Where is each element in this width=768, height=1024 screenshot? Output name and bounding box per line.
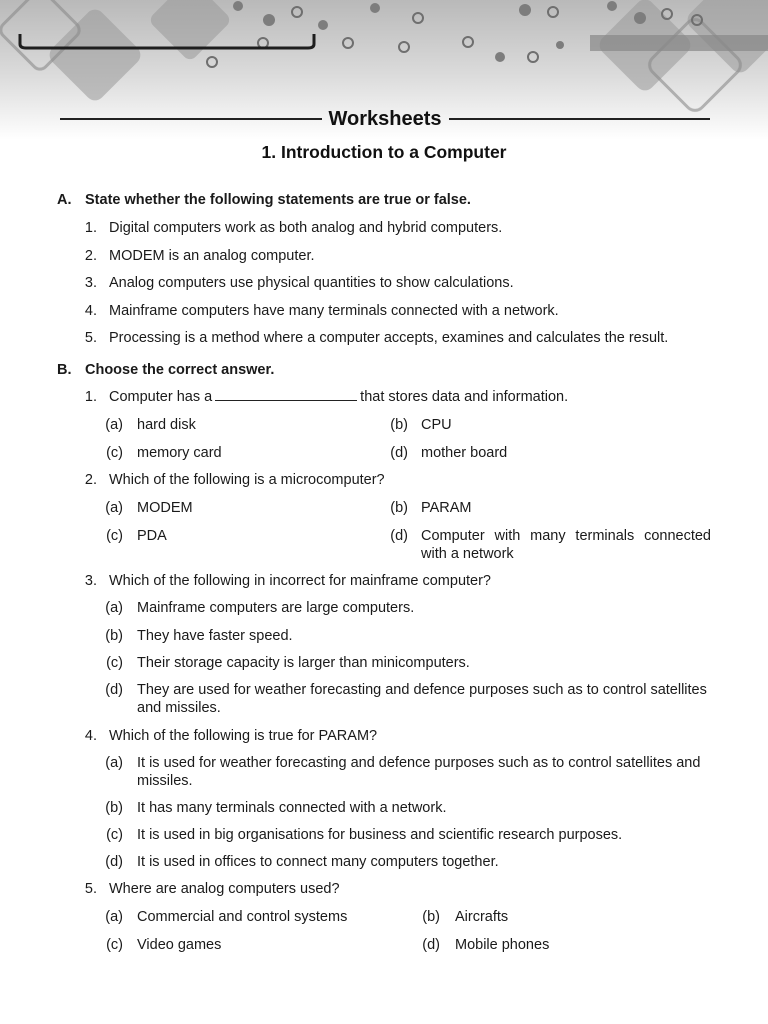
worksheets-title-row xyxy=(60,104,710,134)
fill-blank xyxy=(215,388,357,401)
option-label: (a) xyxy=(105,755,123,771)
b-question-number: 4. xyxy=(84,728,97,744)
b-question-number: 1. xyxy=(84,389,97,405)
option-label: (a) xyxy=(105,909,123,925)
a-item-text: Mainframe computers have many terminals connected with a network. xyxy=(109,303,559,319)
option-label: (a) xyxy=(105,500,123,516)
option-label: (c) xyxy=(106,827,123,843)
option-text: It is used in big organisations for business and scientific research purposes. xyxy=(137,827,623,843)
a-item-number: 4. xyxy=(84,303,97,319)
option-label: (b) xyxy=(105,800,123,816)
b-question-number: 3. xyxy=(84,573,97,589)
a-item-number: 2. xyxy=(84,248,97,264)
option-text: PARAM xyxy=(421,500,472,516)
b-question-number: 5. xyxy=(84,881,97,897)
title-rule-right xyxy=(449,118,711,120)
a-item-number: 1. xyxy=(84,220,97,236)
option-text: CPU xyxy=(421,417,452,433)
option-label: (c) xyxy=(106,937,123,953)
option-text: Commercial and control systems xyxy=(137,909,348,925)
option-label: (d) xyxy=(390,445,408,461)
chapter-heading: 1. Introduction to a Computer xyxy=(261,142,507,162)
b-question-number: 2. xyxy=(84,472,97,488)
option-text: mother board xyxy=(421,445,508,461)
b-question-text: Which of the following is true for PARAM? xyxy=(109,728,378,744)
a-item-number: 5. xyxy=(84,330,97,346)
option-label: (b) xyxy=(390,500,408,516)
a-item-text: Digital computers work as both analog and hybrid computers. xyxy=(109,220,503,236)
b-question-text: Which of the following in incorrect for mainframe computer? xyxy=(109,573,491,589)
option-text: Computer with many terminals connected with a network xyxy=(421,528,711,562)
option-label: (c) xyxy=(106,528,123,544)
option-text: It is used for weather forecasting and defence purposes such as to control satellites and missiles. xyxy=(137,755,701,789)
option-label: (d) xyxy=(105,854,123,870)
question-text-after-blank: that stores data and information. xyxy=(360,389,569,405)
a-item-text: Processing is a method where a computer accepts, examines and calculates the result. xyxy=(109,330,669,346)
option-label: (c) xyxy=(106,655,123,671)
option-text: Aircrafts xyxy=(455,909,509,925)
option-label: (d) xyxy=(105,682,123,698)
b-question-text: Which of the following is a microcomputer? xyxy=(109,472,385,488)
option-text: They have faster speed. xyxy=(137,628,293,644)
option-text: PDA xyxy=(137,528,167,544)
option-label: (b) xyxy=(390,417,408,433)
option-text: It has many terminals connected with a network. xyxy=(137,800,447,816)
section-b-letter: B. xyxy=(57,362,72,378)
option-text: It is used in offices to connect many computers together. xyxy=(137,854,499,870)
option-label: (c) xyxy=(106,445,123,461)
a-item-text: MODEM is an analog computer. xyxy=(109,248,315,264)
option-text: Mobile phones xyxy=(455,937,550,953)
a-item-number: 3. xyxy=(84,275,97,291)
b-question-text: Where are analog computers used? xyxy=(109,881,340,897)
question-text-before-blank: Computer has a xyxy=(109,389,213,405)
section-a-title: State whether the following statements are true or false. xyxy=(85,192,471,208)
a-item-text: Analog computers use physical quantities to show calculations. xyxy=(109,275,514,291)
b-question-text xyxy=(109,388,568,406)
option-label: (d) xyxy=(422,937,440,953)
option-label: (a) xyxy=(105,417,123,433)
option-text: Their storage capacity is larger than minicomputers. xyxy=(137,655,470,671)
option-label: (a) xyxy=(105,600,123,616)
option-label: (d) xyxy=(390,528,408,544)
option-text: Video games xyxy=(137,937,222,953)
option-text: Mainframe computers are large computers. xyxy=(137,600,415,616)
option-text: hard disk xyxy=(137,417,196,433)
option-label: (b) xyxy=(422,909,440,925)
section-b-title: Choose the correct answer. xyxy=(85,362,275,378)
option-text: memory card xyxy=(137,445,222,461)
option-text: They are used for weather forecasting and defence purposes such as to control satellites and missiles. xyxy=(137,682,707,716)
section-a-letter: A. xyxy=(57,192,72,208)
title-rule-left xyxy=(60,118,322,120)
option-text: MODEM xyxy=(137,500,193,516)
option-label: (b) xyxy=(105,628,123,644)
page-title: Worksheets xyxy=(328,107,442,130)
